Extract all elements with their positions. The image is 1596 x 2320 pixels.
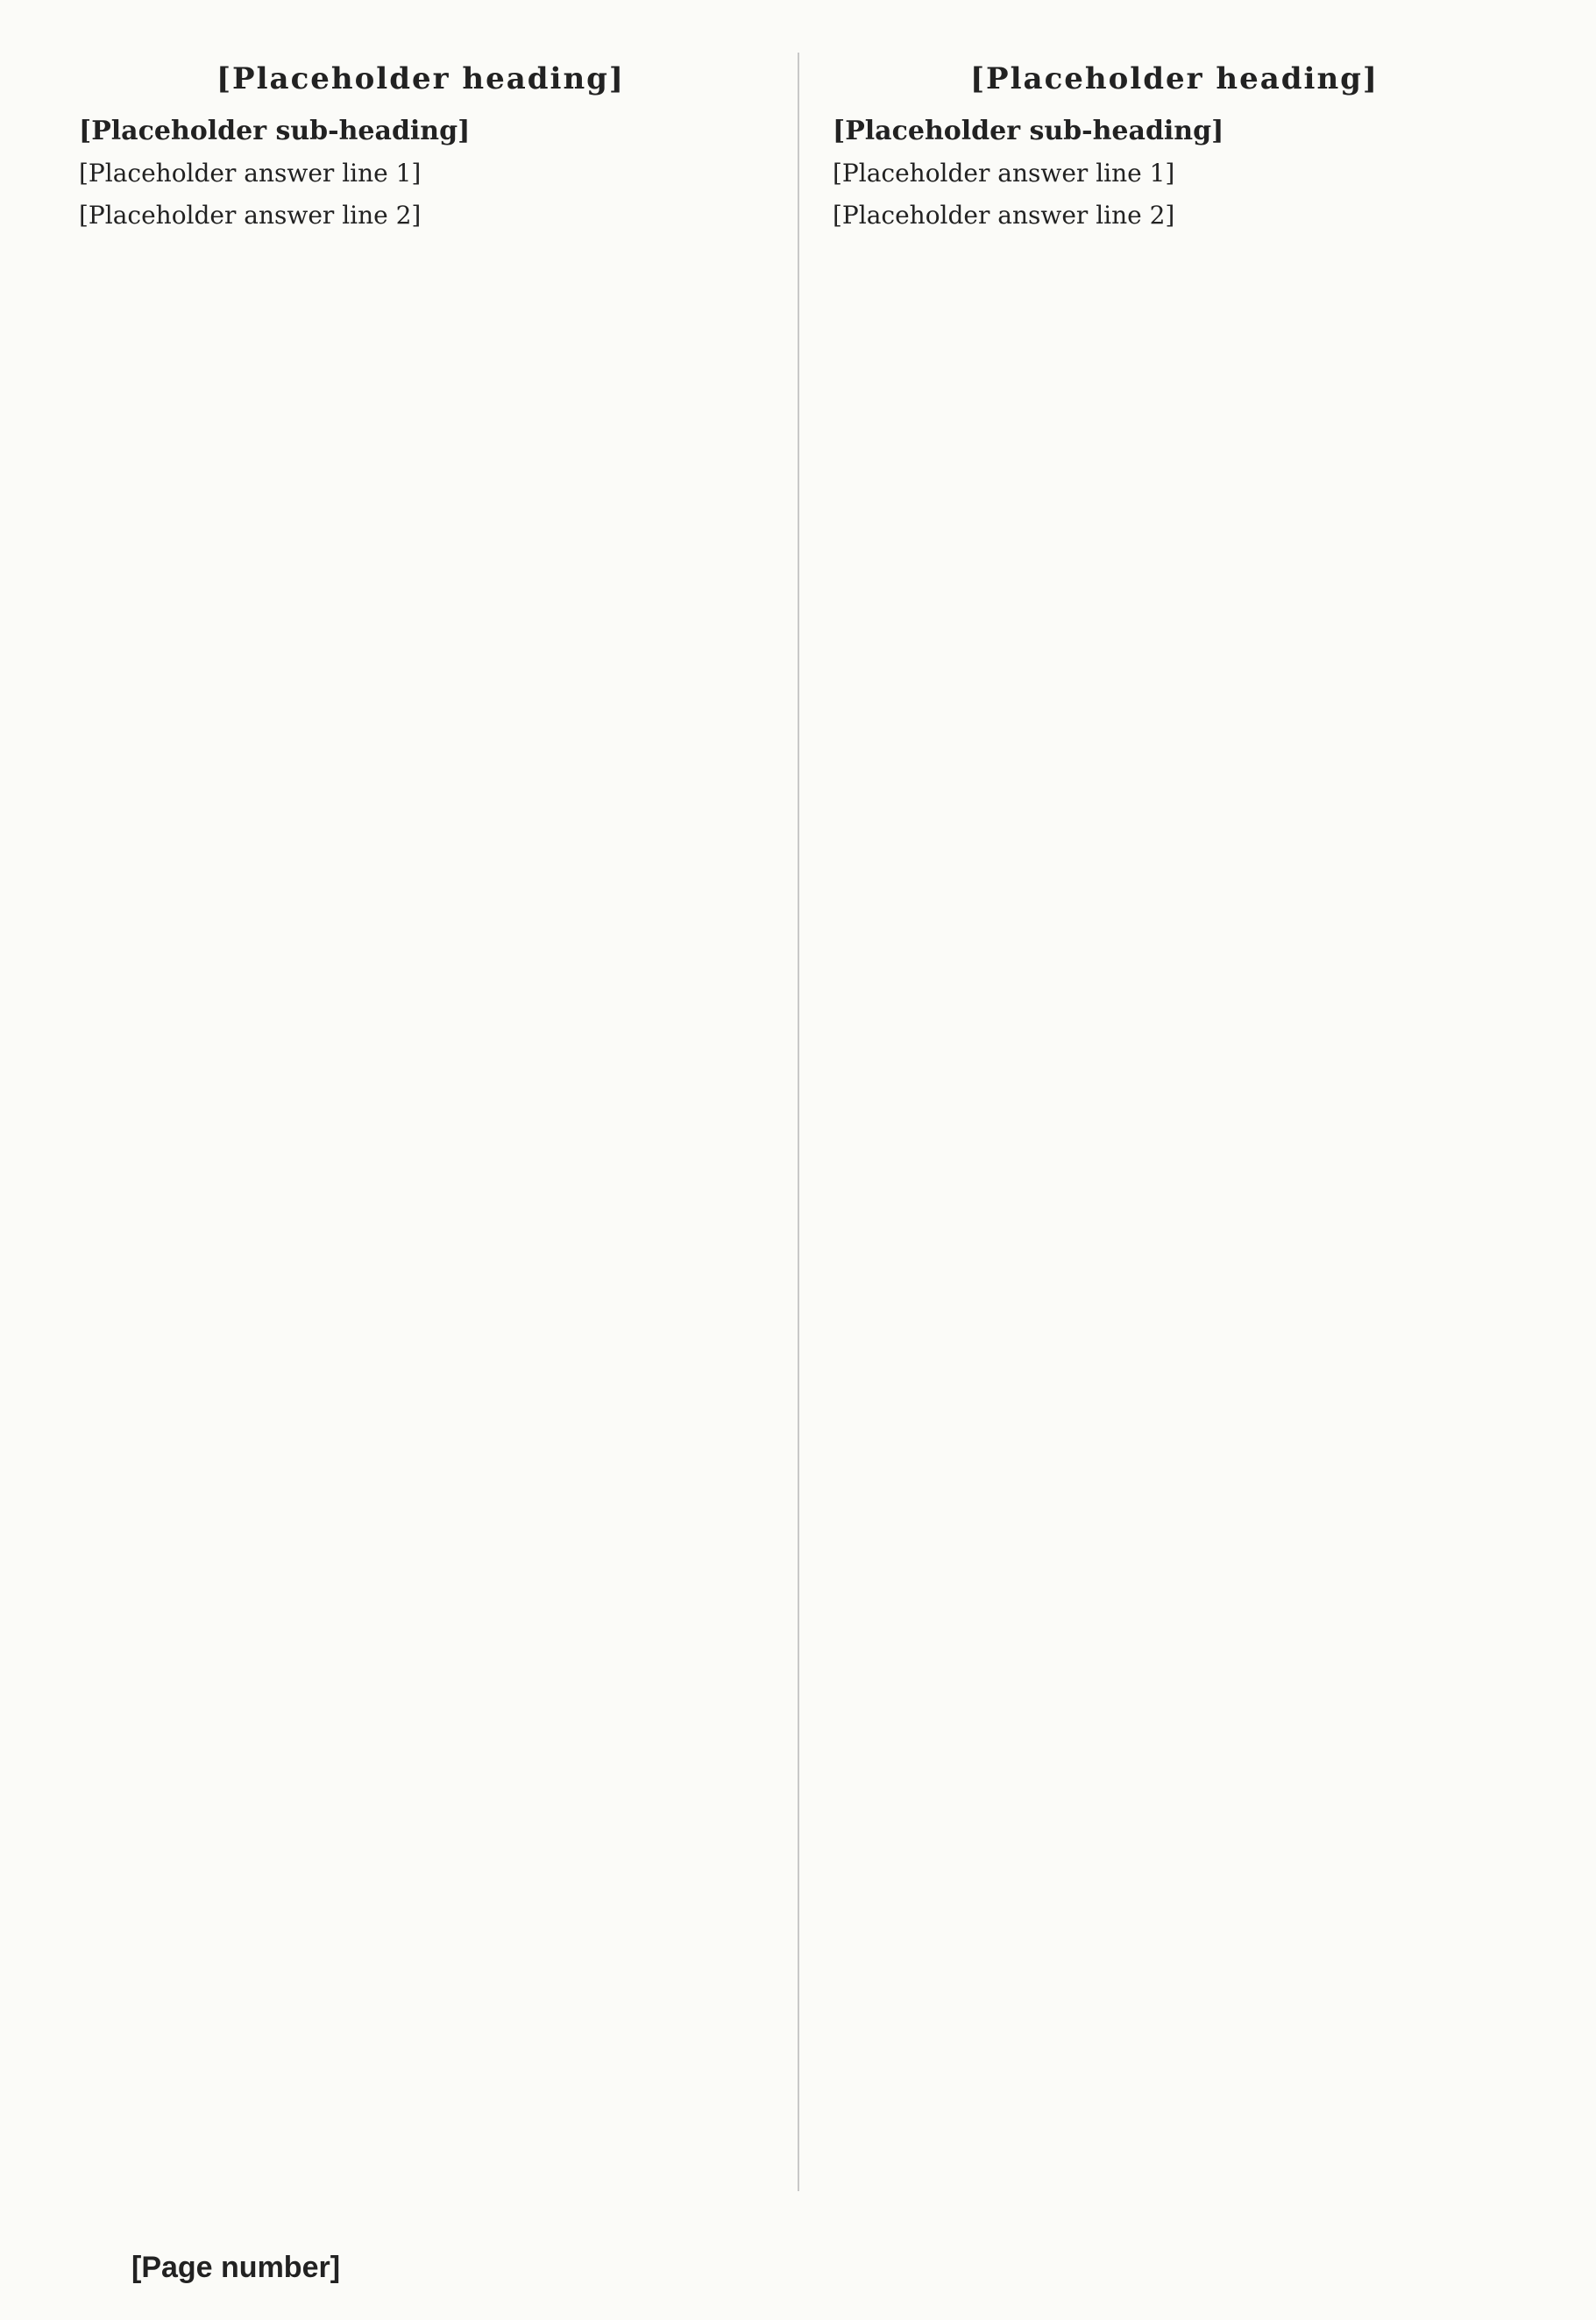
right-column [833, 53, 1516, 239]
page-number: [Page number] [131, 2251, 341, 2284]
right-answer-line: [Placeholder answer line 2] [833, 201, 1175, 230]
right-answer-line: [Placeholder answer line 1] [833, 159, 1175, 188]
left-answer-line: [Placeholder answer line 1] [79, 159, 422, 188]
right-section-heading: [Placeholder heading] [969, 61, 1380, 96]
left-section-heading: [Placeholder heading] [216, 61, 626, 96]
left-answer-line: [Placeholder answer line 2] [79, 201, 422, 230]
column-divider [798, 53, 799, 2191]
left-sub-heading: [Placeholder sub-heading] [79, 116, 471, 146]
left-column [79, 53, 763, 239]
right-sub-heading: [Placeholder sub-heading] [833, 116, 1224, 146]
